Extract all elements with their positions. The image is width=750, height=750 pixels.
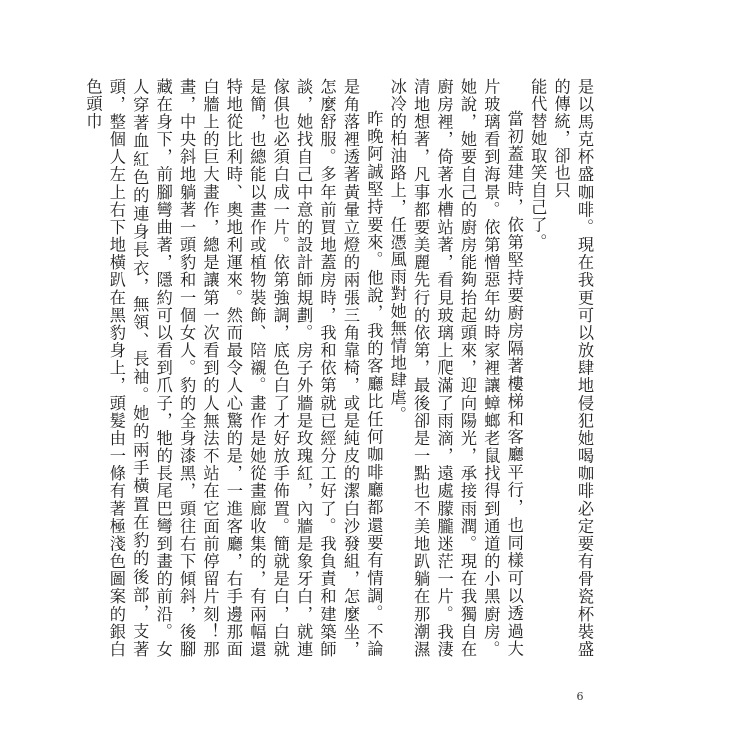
paragraph-fragment-top: 是以馬克杯盛咖啡。現在我更可以放肆地侵犯她喝咖啡必定要有骨瓷杯裝盛的傳統，卻也只 <box>551 78 594 658</box>
paragraph-living-room: 昨晚阿誠堅持要來。他說，我的客廳比任何咖啡廳都還要有情調。不論是角落裡透著黃暈立燈的兩張三角靠椅，或是純皮的潔白沙發組，怎麼坐，怎麼舒服。多年前買地蓋房時，我和依第就已經分工好了。我負責和建築師談，她找自己中意的設計師規劃。房子外牆是玫瑰紅，內牆是象牙白，就連傢俱也必須白成一片。依第強調，底色白了才好放手佈置。簡就是白，白就是簡，也總能以畫作或植物裝飾、陪襯。畫作是她從畫廊收集的，有兩幅還特地從比利時、奧地利運來。然而最令人心驚的是，一進客廳，右手邊那面白牆上的巨大畫作，總是讓第一次看到的人無法不站在它面前停留片刻！那畫，中央斜地躺著一頭豹和一個女人。豹的全身漆黑，頭往右下傾斜，後腳藏在身下，前腳彎曲著，隱約可以看到爪子，牠的長尾巴彎到畫的前沿。女人穿著血紅色的連身長衣，無領、長袖。她的兩手橫置在豹的後部，支著頭，整個人左上右下地橫趴在黑豹身上，頭髮由一條有著極淺色圖案的銀白色頭巾 <box>83 78 384 658</box>
paragraph-continuation: 能代替她取笑自己了。 <box>528 78 548 251</box>
paragraph-kitchen: 當初蓋建時，依第堅持要廚房隔著樓梯和客廳平行，也同樣可以透過大片玻璃看到海景。依第憎惡年幼時家裡讓蟑螂老鼠找得到通道的小黑廚房。她說，她要自己的廚房能夠抬起頭來，迎向陽光，承接雨潤。現在我獨自在廚房裡，倚著水槽站著，看見玻璃上爬滿了雨滴，遠處朦朧迷茫一片。我淒清地想著，凡事都要美麗先行的依第，最後卻是一點也不美地趴躺在那潮濕冰冷的柏油路上，任憑風雨對她無情地肆虐。 <box>387 78 524 658</box>
page-number: 6 <box>576 690 584 703</box>
vertical-text-body <box>83 78 596 658</box>
